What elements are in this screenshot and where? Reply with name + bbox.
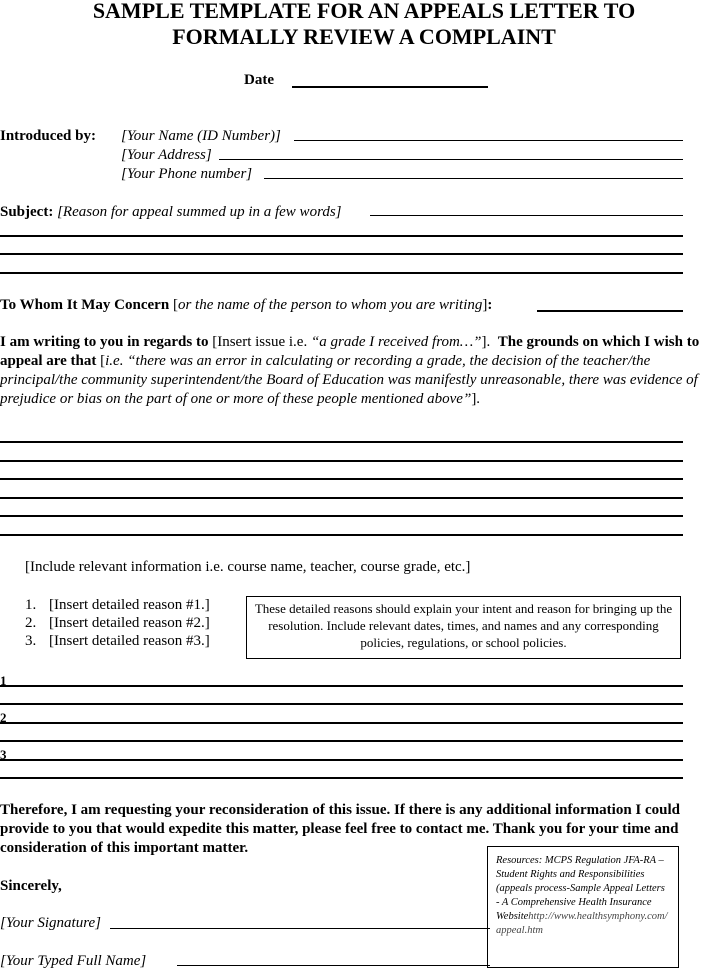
subject-row (0, 203, 342, 221)
resources-text: Resources: MCPS Regulation JFA-RA – Student Rights and Responsibilities (appeals process-Sample Appeal Letters - A Comprehensive Health Insurance Website (496, 855, 665, 922)
reason-line-1a[interactable] (0, 685, 683, 687)
body-line-4[interactable] (0, 497, 683, 499)
body-paragraph (0, 333, 728, 409)
subject-extra-line-3[interactable] (0, 272, 683, 274)
your-name-line[interactable] (294, 140, 683, 141)
signature-line[interactable] (110, 928, 490, 929)
title-line-1: SAMPLE TEMPLATE FOR AN APPEALS LETTER TO (92, 0, 636, 23)
reason-line-2b[interactable] (0, 740, 683, 742)
body-line-3[interactable] (0, 478, 683, 480)
date-label: Date (244, 72, 274, 88)
body-bold-2: The grounds on which I wish to appeal are that (0, 334, 700, 369)
body-open-2: [ (100, 353, 106, 369)
your-name-placeholder: [Your Name (ID Number)] (121, 128, 281, 144)
salutation-label: To Whom It May Concern (0, 297, 170, 313)
body-quote: “a grade I received from…” (310, 334, 482, 350)
closing-paragraph: Therefore, I am requesting your reconsideration of this issue. If there is any additional information I could provide to you that would expedite this matter, please feel free to contact me. Thank you for your time and consideration of this important matter. (0, 802, 681, 856)
reason-num-1: 1. (25, 597, 37, 613)
reason-line-3a[interactable] (0, 759, 683, 761)
subject-extra-line-1[interactable] (0, 235, 683, 237)
body-close: ]. (481, 334, 491, 350)
subject-placeholder: [Reason for appeal summed up in a few words] (57, 204, 342, 220)
line-number-1: 1 (0, 673, 7, 688)
salutation-line[interactable] (537, 310, 683, 312)
reason-text-2: [Insert detailed reason #2.] (49, 615, 210, 631)
reason-item-2 (25, 614, 210, 632)
document-title (0, 0, 728, 50)
line-number-2: 2 (0, 710, 7, 725)
reasons-list (25, 596, 210, 650)
signature-placeholder: [Your Signature] (0, 915, 102, 931)
your-phone-line[interactable] (264, 178, 683, 179)
include-info-text: [Include relevant information i.e. course name, teacher, course grade, etc.] (25, 559, 471, 575)
reason-num-3: 3. (25, 633, 37, 649)
resources-link[interactable]: http://www.healthsymphony.com/appeal.htm (496, 911, 668, 936)
body-close-2: ]. (471, 391, 481, 407)
body-line-5[interactable] (0, 515, 683, 517)
salutation-placeholder: or the name of the person to whom you are writing (177, 297, 483, 313)
salutation-colon: : (487, 297, 493, 313)
body-line-6[interactable] (0, 534, 683, 536)
body-line-2[interactable] (0, 460, 683, 462)
reason-item-1 (25, 596, 210, 614)
subject-label: Subject: (0, 204, 54, 220)
your-phone-placeholder: [Your Phone number] (121, 166, 253, 182)
salutation-bracket-close: ] (482, 297, 488, 313)
line-number-3: 3 (0, 747, 7, 762)
subject-line[interactable] (370, 215, 683, 216)
typed-name-placeholder: [Your Typed Full Name] (0, 953, 147, 969)
body-insert: [Insert issue i.e. (212, 334, 308, 350)
subject-extra-line-2[interactable] (0, 253, 683, 255)
date-line[interactable] (292, 86, 488, 88)
reasons-note-box (246, 596, 681, 659)
reason-item-3 (25, 632, 210, 650)
body-line-1[interactable] (0, 441, 683, 443)
body-italic: i.e. “there was an error in calculating or recording a grade, the decision of the teacher/the principal/the community superintendent/the Board of Education was manifestly unreasonable, there was evidence of prejudice or bias on the part of one or more of these people mentioned above” (0, 353, 698, 407)
salutation-bracket-open: [ (172, 297, 178, 313)
body-bold-1: I am writing to you in regards to (0, 334, 209, 350)
your-address-placeholder: [Your Address] (121, 147, 212, 163)
reason-text-1: [Insert detailed reason #1.] (49, 597, 210, 613)
reason-line-3b[interactable] (0, 777, 683, 779)
reasons-note-text: These detailed reasons should explain your intent and reason for bringing up the resolution. Include relevant dates, times, and names and any corresponding policies, regulations, or school policies. (254, 601, 673, 650)
reason-num-2: 2. (25, 615, 37, 631)
title-line-2: FORMALLY REVIEW A COMPLAINT (172, 24, 556, 49)
introduced-label: Introduced by: (0, 128, 96, 144)
resources-box (487, 846, 679, 968)
sincerely-text: Sincerely, (0, 878, 62, 894)
your-address-line[interactable] (219, 159, 683, 160)
reason-text-3: [Insert detailed reason #3.] (49, 633, 210, 649)
reason-line-2a[interactable] (0, 722, 683, 724)
reason-line-1b[interactable] (0, 703, 683, 705)
salutation-row (0, 296, 492, 314)
typed-name-line[interactable] (177, 965, 490, 966)
